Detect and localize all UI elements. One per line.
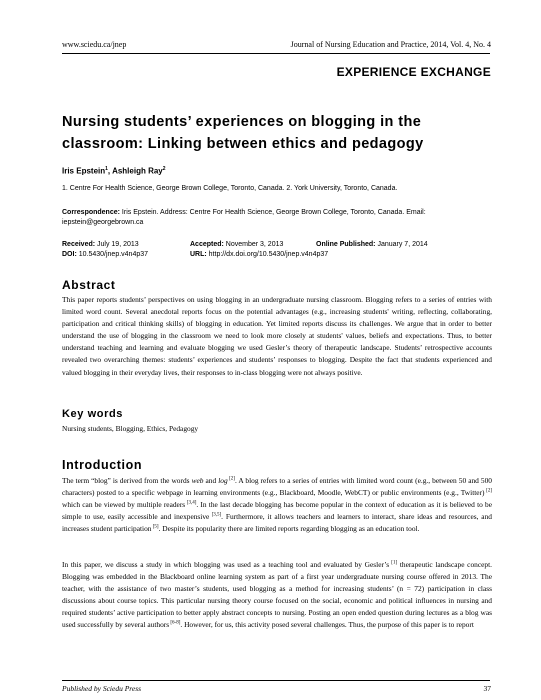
abstract-heading: Abstract	[62, 278, 116, 292]
keywords-text: Nursing students, Blogging, Ethics, Pedagogy	[62, 424, 199, 433]
correspondence-label: Correspondence:	[62, 209, 120, 216]
accepted-date	[190, 240, 283, 250]
introduction-paragraph-2	[62, 559, 492, 632]
accepted-label: Accepted:	[190, 241, 224, 248]
doi	[62, 250, 148, 260]
received-label: Received:	[62, 241, 96, 248]
publication-dates	[62, 240, 492, 260]
title-line-1: Nursing students’ experiences on blogging in the	[62, 114, 422, 130]
doi-label: DOI:	[62, 251, 77, 258]
text-run: . Despite its popularity there are limited reports regarding blogging as an education tool.	[158, 524, 420, 534]
header-rule	[62, 53, 490, 54]
introduction-paragraph-1	[62, 475, 492, 535]
text-run: . In the last decade blogging has become popular in the context of education as it is believed to be simple to use, easily accessible and inexpensive	[62, 500, 492, 522]
citation-ref[interactable]: [3,4]	[185, 500, 197, 506]
author-name: Ashleigh Ray	[112, 166, 163, 176]
citation-ref[interactable]: [1]	[389, 560, 398, 566]
footer-rule	[62, 680, 490, 681]
published-label: Online Published:	[316, 241, 376, 248]
citation-ref[interactable]: [2]	[227, 476, 235, 482]
introduction-heading: Introduction	[62, 458, 143, 472]
text-run: and	[203, 476, 219, 485]
paper-title	[62, 111, 492, 155]
published-value: January 7, 2014	[375, 241, 428, 248]
journal-citation: Journal of Nursing Education and Practice, 2014, Vol. 4, No. 4	[290, 40, 491, 49]
url-label: URL:	[190, 251, 207, 258]
publisher-name: Published by Sciedu Press	[62, 684, 142, 693]
received-value: July 19, 2013	[95, 241, 139, 248]
author-name: Iris Epstein	[62, 166, 106, 176]
text-run: In this paper, we discuss a study in which blogging was used as a teaching tool and evaluated by Gesler’s	[62, 560, 390, 569]
italic-term: web	[191, 476, 204, 485]
text-run: . A blog refers to a series of entries with limited word count (e.g., between 50 and 500 characters) posted to a specific webpage in learning environments (e.g., Blackboard, Moodle, WebCT) or public environments (e.g., Twitter)	[62, 476, 492, 498]
doi-value[interactable]: 10.5430/jnep.v4n4p37	[76, 251, 149, 258]
citation-ref[interactable]: [5]	[151, 524, 159, 530]
text-run: . Furthermore, it allows teachers and learners to interact, share ideas and resources, and increases student participation	[62, 512, 492, 534]
abstract-text: This paper reports students’ perspectives on using blogging in an undergraduate nursing classroom. Blogging refers to a series of entries with limited word count. Several anecdotal reports focus on the potential advantages (e.g., increasing students' writing, reflecting, collaborating, participation and critical thinking skills) of blogging in education. Yet limited reports discuss its challenges. We argue that in order to better understand the use of blogging in the classroom we need to look more closely at students' values, beliefs and expectations. Thus, to better understand teaching and learning and evaluate blogging we used Gesler’s theory of therapeutic landscape. Students’ retrospective accounts revealed two overarching themes: students’ experiences and students’ responses to blogging. Despite the fact that students experienced and valued blogging in their everyday lives, their responses to in-class blogging were not always positive.	[62, 295, 492, 377]
author-affiliation-mark: 1	[105, 166, 108, 172]
title-line-2: classroom: Linking between ethics and pedagogy	[62, 136, 424, 152]
received-date	[62, 240, 139, 250]
journal-url[interactable]: www.sciedu.ca/jnep	[62, 40, 127, 49]
italic-term: log	[218, 476, 228, 485]
article-url	[190, 250, 328, 260]
author-list	[62, 166, 166, 176]
accepted-value: November 3, 2013	[223, 241, 284, 248]
url-value[interactable]: http://dx.doi.org/10.5430/jnep.v4n4p37	[206, 251, 329, 258]
text-run: The term “blog” is derived from the words	[62, 476, 192, 485]
text-run: which can be viewed by multiple readers	[62, 500, 186, 510]
published-date	[316, 240, 428, 250]
text-run: . However, for us, this activity posed several challenges. Thus, the purpose of this paper is to report	[180, 620, 474, 630]
author-affiliation-mark: 2	[162, 166, 166, 172]
correspondence-text: Iris Epstein. Address: Centre For Health Science, George Brown College, Toronto, Canada. Email: iepstein@georgebrown.ca	[62, 209, 426, 226]
citation-ref[interactable]: [2]	[484, 488, 492, 494]
page-number: 37	[483, 684, 491, 693]
affiliations: 1. Centre For Health Science, George Brown College, Toronto, Canada. 2. York University, Toronto, Canada.	[62, 185, 398, 192]
citation-ref[interactable]: [3,5]	[209, 512, 222, 518]
section-label: EXPERIENCE EXCHANGE	[336, 65, 491, 79]
keywords-heading: Key words	[62, 408, 124, 420]
correspondence	[62, 208, 492, 228]
citation-ref[interactable]: [6-8]	[169, 621, 181, 626]
author-separator: ,	[107, 166, 113, 176]
text-run: therapeutic landscape concept. Blogging was embedded in the Blackboard online learning system as part of a first year undergraduate nursing course offered in 2013. The teacher, with the assistance of two master’s students, used blogging as a method for increasing students’ (n = 72) participation in class discussions about course topics. This particular nursing theory course focused on the social, economic and political influences in nursing and required students’ active participation to better apply abstract concepts to nursing. Posting an open ended question during lectures as a blog was used successfully by several authors	[62, 560, 492, 630]
